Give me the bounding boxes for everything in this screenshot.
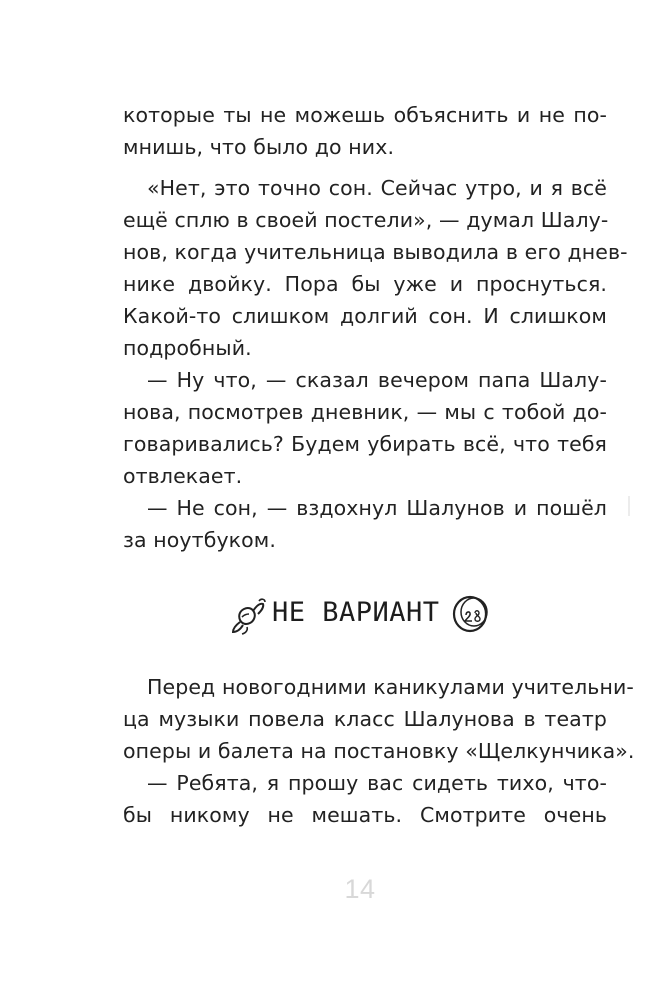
text-line: — Не сон, — вздохнул Шалунов и пошёл	[147, 496, 607, 520]
text-line: бы никому не мешать. Смотрите очень	[123, 803, 607, 827]
text-line: говаривались? Будем убирать всё, что тебя	[123, 432, 607, 456]
text-line: отвлекает.	[123, 464, 243, 488]
text-line: нике двойку. Пора бы уже и проснуться.	[123, 272, 607, 296]
text-line: ещё сплю в своей постели», — думал Шалу-	[123, 208, 609, 232]
chapter-heading	[228, 592, 490, 640]
text-line: — Ребята, я прошу вас сидеть тихо, что-	[147, 771, 607, 795]
text-line: «Нет, это точно сон. Сейчас утро, и я всё	[147, 176, 607, 200]
text-line: Какой-то слишком долгий сон. И слишком	[123, 304, 607, 328]
text-line: подробный.	[123, 336, 252, 360]
text-line: мнишь, что было до них.	[123, 135, 395, 159]
text-line: — Ну что, — сказал вечером папа Шалу-	[147, 368, 607, 392]
text-line: за ноутбуком.	[123, 528, 276, 552]
text-line: Перед новогодними каникулами учительни-	[147, 675, 634, 699]
page-edge-mark	[628, 496, 630, 516]
text-line: которые ты не можешь объяснить и не по-	[123, 103, 607, 127]
coin-icon	[450, 592, 492, 634]
candy-icon	[228, 594, 270, 636]
chapter-title: НЕ ВАРИАНТ	[272, 597, 440, 628]
page-number	[0, 874, 650, 905]
text-line: нова, посмотрев дневник, — мы с тобой до-	[123, 400, 607, 424]
text-line: нов, когда учительница выводила в его днев-	[123, 240, 628, 264]
text-line: ца музыки повела класс Шалунова в театр	[123, 707, 607, 731]
page-number-text: 14	[344, 874, 376, 904]
text-line: оперы и балета на постановку «Щелкунчика».	[123, 739, 635, 763]
